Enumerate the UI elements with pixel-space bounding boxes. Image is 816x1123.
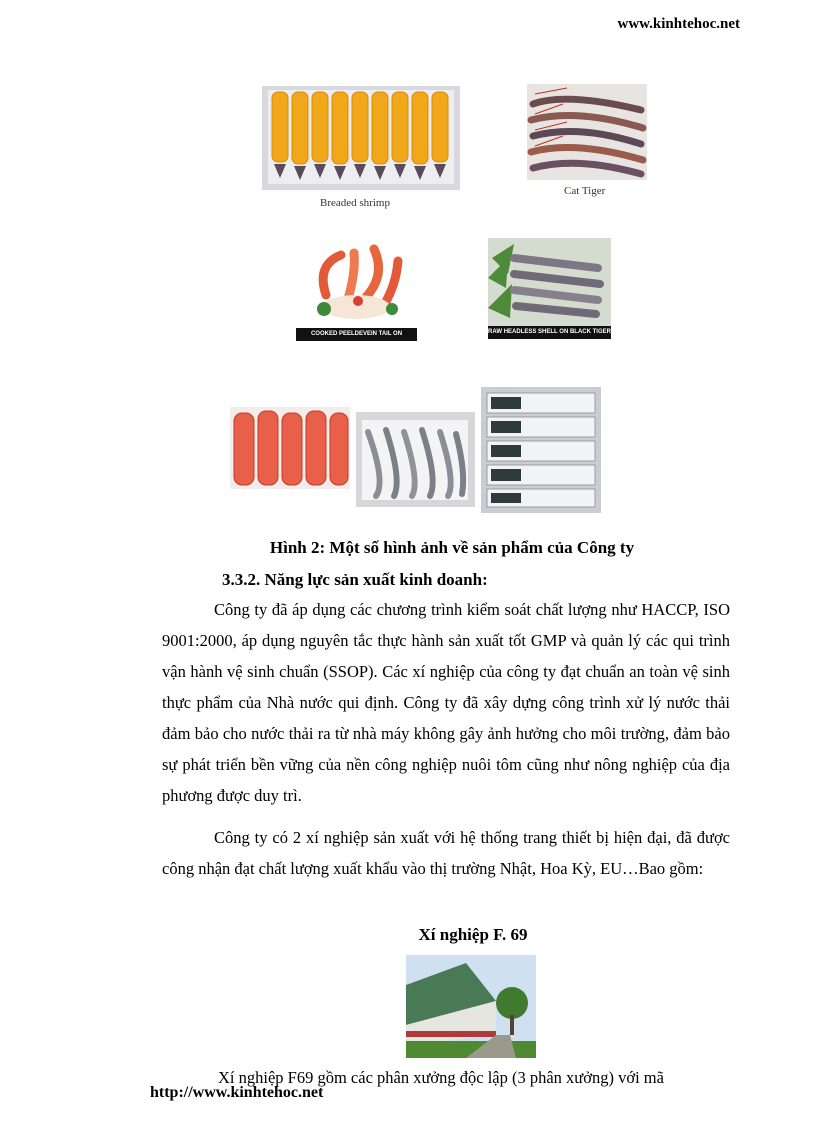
last-line-text: Xí nghiệp F69 gồm các phân xưởng độc lập (3 phân xưởng) với mã: [218, 1068, 664, 1087]
cooked-peeled-label: COOKED PEELDEVEIN TAIL ON: [296, 328, 417, 341]
header-url[interactable]: www.kinhtehoc.net: [617, 16, 740, 32]
paragraph-quality: Công ty đã áp dụng các chương trình kiểm soát chất lượng như HACCP, ISO 9001:2000, áp dụng nguyên tắc thực hành sản xuất tốt GMP và quản lý các qui trình vận hành vệ sinh chuẩn (SSOP). Các xí nghiệp của công ty đạt chuẩn an toàn vệ sinh thực phẩm của Nhà nước qui định. Công ty đã xây dựng công trình xử lý nước thải đảm bảo cho nước thải ra từ nhà máy không gây ảnh hưởng cho môi trường, đảm bảo sự phát triển bền vững của nền công nghiệp nuôi tôm cũng như nông nghiệp của địa phương được duy trì.: [162, 600, 730, 805]
red-shrimp-photo: [230, 407, 350, 489]
factory-photo: [406, 955, 536, 1058]
factory-heading: Xí nghiệp F. 69: [418, 925, 528, 944]
raw-headless-photo: [488, 238, 611, 339]
packed-shrimp-photo: [481, 387, 601, 513]
cat-tiger-caption: Cat Tiger: [564, 185, 606, 197]
grey-shrimp-tray-photo: [356, 412, 475, 507]
footer-url[interactable]: http://www.kinhtehoc.net: [150, 1084, 324, 1101]
section-heading: 3.3.2. Năng lực sản xuất kinh doanh:: [222, 570, 488, 589]
raw-headless-label: RAW HEADLESS SHELL ON BLACK TIGER: [488, 326, 611, 339]
paragraph-factories: Công ty có 2 xí nghiệp sản xuất với hệ thống trang thiết bị hiện đại, đã được công nhận đạt chất lượng xuất khẩu vào thị trường Nhật, Hoa Kỳ, EU…Bao gồm:: [162, 828, 730, 878]
breaded-shrimp-caption: Breaded shrimp: [320, 197, 390, 209]
figure-caption: Hình 2: Một số hình ảnh về sản phẩm của Công ty: [269, 538, 635, 557]
cooked-peeled-photo: [296, 235, 417, 341]
breaded-shrimp-photo: [262, 86, 460, 190]
cat-tiger-photo: [527, 84, 647, 180]
